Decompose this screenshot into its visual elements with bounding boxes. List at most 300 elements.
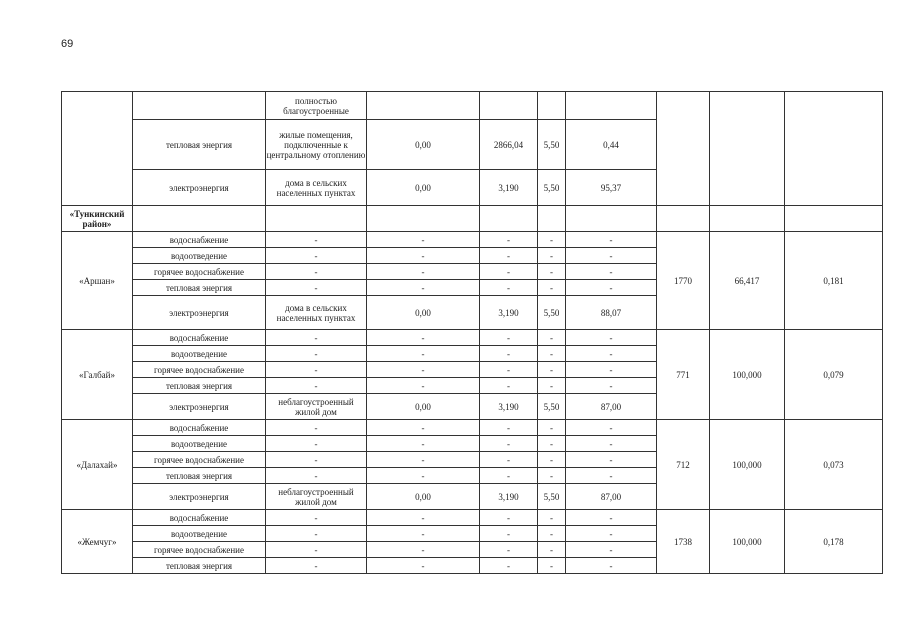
value4-cell-text: 87,00 (600, 491, 622, 502)
service-cell (133, 248, 266, 264)
value3-cell-text: - (550, 348, 553, 359)
value4-cell (566, 484, 657, 510)
value3-cell (538, 394, 566, 420)
empty-cell (266, 206, 367, 232)
table-body (62, 92, 883, 574)
settlement-name-cell-text: «Жемчуг» (77, 536, 117, 547)
value2-cell (480, 526, 538, 542)
population-cell (657, 92, 710, 206)
category-cell-text: - (314, 422, 318, 433)
value4-cell (566, 264, 657, 280)
value1-cell (367, 346, 480, 362)
value3-cell-text: - (550, 250, 553, 261)
service-cell (133, 362, 266, 378)
value2-cell-text: - (507, 380, 510, 391)
value4-cell-text: - (609, 266, 613, 277)
share-cell (785, 92, 883, 206)
category-cell (266, 362, 367, 378)
value2-cell (480, 280, 538, 296)
value3-cell (538, 484, 566, 510)
value3-cell-text: 5,50 (543, 139, 560, 150)
service-cell-text: тепловая энергия (165, 560, 233, 571)
value2-cell-text: - (507, 266, 510, 277)
service-cell (133, 170, 266, 206)
value4-cell (566, 378, 657, 394)
category-cell-text: - (314, 470, 318, 481)
settlement-name-cell-text: «Галбай» (79, 369, 115, 380)
service-cell (133, 296, 266, 330)
tariff-table (61, 91, 883, 574)
category-cell (266, 280, 367, 296)
value2-cell-text: - (507, 512, 510, 523)
value1-cell (367, 542, 480, 558)
value3-cell (538, 436, 566, 452)
value2-cell-text: - (507, 528, 510, 539)
value2-cell (480, 510, 538, 526)
category-cell (266, 378, 367, 394)
empty-cell (566, 206, 657, 232)
service-cell-text: тепловая энергия (165, 380, 233, 391)
value3-cell-text: - (550, 234, 553, 245)
value3-cell (538, 452, 566, 468)
value1-cell (367, 92, 480, 120)
service-cell (133, 232, 266, 248)
page-number: 69 (61, 38, 74, 50)
service-cell (133, 468, 266, 484)
value2-cell-text: - (507, 454, 510, 465)
value3-cell (538, 362, 566, 378)
service-cell (133, 526, 266, 542)
settlement-name-cell (62, 92, 133, 206)
value4-cell-text: 95,37 (600, 182, 622, 193)
coefficient-cell (710, 92, 785, 206)
category-cell-text: - (314, 348, 318, 359)
value2-cell-text: - (507, 234, 510, 245)
value3-cell-text: 5,50 (543, 307, 560, 318)
value3-cell (538, 346, 566, 362)
service-cell-text: электроэнергия (169, 491, 229, 502)
value1-cell (367, 248, 480, 264)
value2-cell (480, 452, 538, 468)
coefficient-cell-text: 100,000 (732, 459, 762, 470)
value1-cell (367, 280, 480, 296)
empty-cell (133, 206, 266, 232)
value3-cell (538, 468, 566, 484)
value4-cell (566, 526, 657, 542)
population-cell (657, 330, 710, 420)
value1-cell (367, 436, 480, 452)
value1-cell-text: - (421, 422, 425, 433)
share-cell-text: 0,073 (823, 459, 844, 470)
value3-cell (538, 264, 566, 280)
value4-cell-text: - (609, 348, 613, 359)
value2-cell (480, 436, 538, 452)
service-cell (133, 264, 266, 280)
category-cell (266, 346, 367, 362)
category-cell-text: - (314, 560, 318, 571)
empty-cell (367, 206, 480, 232)
value4-cell-text: - (609, 250, 613, 261)
value1-cell (367, 232, 480, 248)
value4-cell-text: - (609, 528, 613, 539)
category-cell (266, 484, 367, 510)
category-cell (266, 92, 367, 120)
category-cell-text: - (314, 380, 318, 391)
value4-cell-text: - (609, 560, 613, 571)
value4-cell-text: - (609, 380, 613, 391)
category-cell (266, 510, 367, 526)
empty-cell (785, 206, 883, 232)
value2-cell (480, 120, 538, 170)
district-name-cell (62, 206, 133, 232)
service-cell-text: водоснабжение (169, 234, 229, 245)
service-cell (133, 510, 266, 526)
value1-cell-text: - (421, 380, 425, 391)
coefficient-cell-text: 100,000 (732, 536, 762, 547)
value1-cell (367, 558, 480, 574)
value1-cell-text: - (421, 438, 425, 449)
service-cell-text: водоснабжение (169, 512, 229, 523)
service-cell (133, 280, 266, 296)
category-cell-text: неблагоустроенный жилой дом (278, 396, 354, 417)
settlement-name-cell (62, 510, 133, 574)
value2-cell-text: - (507, 422, 510, 433)
share-cell (785, 232, 883, 330)
value1-cell (367, 510, 480, 526)
category-cell-text: - (314, 438, 318, 449)
category-cell-text: - (314, 528, 318, 539)
service-cell (133, 542, 266, 558)
service-cell-text: горячее водоснабжение (154, 544, 244, 555)
value1-cell-text: - (421, 364, 425, 375)
value4-cell-text: - (609, 234, 613, 245)
share-cell-text: 0,178 (823, 536, 844, 547)
value3-cell-text: - (550, 364, 553, 375)
value3-cell-text: - (550, 528, 553, 539)
value3-cell-text: - (550, 422, 553, 433)
category-cell (266, 526, 367, 542)
value1-cell (367, 526, 480, 542)
service-cell (133, 436, 266, 452)
service-cell (133, 346, 266, 362)
coefficient-cell (710, 510, 785, 574)
value4-cell (566, 468, 657, 484)
value4-cell (566, 436, 657, 452)
value2-cell (480, 362, 538, 378)
service-cell-text: горячее водоснабжение (154, 454, 244, 465)
category-cell-text: жилые помещения, подключенные к центральному отоплению (266, 129, 366, 160)
value2-cell (480, 468, 538, 484)
service-cell (133, 452, 266, 468)
value1-cell-text: - (421, 348, 425, 359)
value1-cell-text: - (421, 250, 425, 261)
service-cell (133, 120, 266, 170)
value4-cell-text: 87,00 (600, 401, 622, 412)
value2-cell-text: - (507, 364, 510, 375)
value2-cell (480, 264, 538, 280)
value2-cell-text: - (507, 282, 510, 293)
service-cell-text: электроэнергия (169, 182, 229, 193)
category-cell (266, 394, 367, 420)
value1-cell (367, 468, 480, 484)
value1-cell (367, 484, 480, 510)
value3-cell-text: - (550, 380, 553, 391)
category-cell (266, 120, 367, 170)
settlement-name-cell (62, 232, 133, 330)
service-cell (133, 420, 266, 436)
share-cell (785, 510, 883, 574)
value4-cell (566, 394, 657, 420)
value3-cell-text: - (550, 282, 553, 293)
value3-cell (538, 296, 566, 330)
value2-cell-text: - (507, 544, 510, 555)
value4-cell (566, 558, 657, 574)
service-cell-text: водоснабжение (169, 422, 229, 433)
value4-cell-text: 0,44 (603, 139, 619, 150)
category-cell (266, 170, 367, 206)
value2-cell (480, 346, 538, 362)
value2-cell-text: - (507, 332, 510, 343)
coefficient-cell (710, 232, 785, 330)
value2-cell (480, 330, 538, 346)
value1-cell (367, 362, 480, 378)
value2-cell (480, 542, 538, 558)
value1-cell-text: 0,00 (415, 139, 431, 150)
value2-cell-text: 3,190 (498, 182, 519, 193)
value3-cell (538, 232, 566, 248)
value4-cell (566, 248, 657, 264)
district-name-cell-text: «Тункинский район» (69, 208, 125, 229)
category-cell (266, 436, 367, 452)
value4-cell-text: - (609, 544, 613, 555)
value1-cell (367, 330, 480, 346)
value1-cell-text: - (421, 470, 425, 481)
value3-cell (538, 378, 566, 394)
table-row (62, 92, 883, 120)
population-cell (657, 420, 710, 510)
table-row (62, 206, 883, 232)
value4-cell (566, 420, 657, 436)
empty-cell (538, 206, 566, 232)
value3-cell-text: - (550, 454, 553, 465)
category-cell-text: - (314, 332, 318, 343)
value1-cell-text: - (421, 266, 425, 277)
value2-cell (480, 420, 538, 436)
value4-cell-text: - (609, 282, 613, 293)
value4-cell-text: - (609, 470, 613, 481)
value2-cell (480, 558, 538, 574)
value3-cell (538, 420, 566, 436)
value4-cell (566, 330, 657, 346)
table-row (62, 232, 883, 248)
value3-cell-text: - (550, 438, 553, 449)
value3-cell-text: 5,50 (543, 401, 560, 412)
value4-cell (566, 92, 657, 120)
category-cell-text: - (314, 512, 318, 523)
value2-cell (480, 394, 538, 420)
category-cell-text: - (314, 544, 318, 555)
population-cell-text: 712 (676, 459, 690, 470)
service-cell-text: тепловая энергия (165, 139, 233, 150)
value1-cell-text: - (421, 528, 425, 539)
settlement-name-cell-text: «Далахай» (76, 459, 118, 470)
share-cell (785, 420, 883, 510)
value4-cell (566, 362, 657, 378)
share-cell-text: 0,181 (823, 275, 844, 286)
value1-cell-text: - (421, 560, 425, 571)
service-cell-text: тепловая энергия (165, 470, 233, 481)
category-cell (266, 558, 367, 574)
value2-cell (480, 248, 538, 264)
value1-cell (367, 296, 480, 330)
value2-cell (480, 484, 538, 510)
coefficient-cell (710, 420, 785, 510)
value3-cell-text: 5,50 (543, 182, 560, 193)
value1-cell (367, 452, 480, 468)
value1-cell-text: - (421, 332, 425, 343)
value1-cell (367, 264, 480, 280)
value2-cell (480, 378, 538, 394)
value4-cell-text: - (609, 454, 613, 465)
value3-cell (538, 170, 566, 206)
service-cell (133, 378, 266, 394)
value3-cell (538, 510, 566, 526)
share-cell-text: 0,079 (823, 369, 844, 380)
service-cell (133, 558, 266, 574)
service-cell (133, 330, 266, 346)
service-cell-text: горячее водоснабжение (154, 364, 244, 375)
value1-cell-text: 0,00 (415, 182, 431, 193)
value4-cell (566, 346, 657, 362)
value3-cell (538, 120, 566, 170)
value1-cell (367, 120, 480, 170)
value3-cell (538, 248, 566, 264)
value4-cell (566, 452, 657, 468)
empty-cell (710, 206, 785, 232)
service-cell-text: водоотведение (170, 528, 228, 539)
table-row (62, 330, 883, 346)
population-cell-text: 771 (676, 369, 690, 380)
category-cell (266, 248, 367, 264)
empty-cell (657, 206, 710, 232)
category-cell (266, 468, 367, 484)
value1-cell (367, 170, 480, 206)
value1-cell-text: - (421, 454, 425, 465)
population-cell (657, 510, 710, 574)
category-cell (266, 542, 367, 558)
settlement-name-cell (62, 330, 133, 420)
value2-cell-text: 3,190 (498, 491, 519, 502)
service-cell-text: водоотведение (170, 348, 228, 359)
service-cell-text: электроэнергия (169, 307, 229, 318)
value4-cell (566, 170, 657, 206)
population-cell-text: 1738 (674, 536, 692, 547)
category-cell-text: дома в сельских населенных пунктах (276, 177, 356, 198)
value4-cell-text: - (609, 512, 613, 523)
value2-cell-text: - (507, 250, 510, 261)
category-cell (266, 296, 367, 330)
value2-cell-text: 3,190 (498, 401, 519, 412)
value1-cell-text: 0,00 (415, 491, 431, 502)
value4-cell-text: - (609, 364, 613, 375)
value3-cell (538, 526, 566, 542)
value2-cell-text: - (507, 470, 510, 481)
category-cell-text: - (314, 282, 318, 293)
service-cell-text: водоснабжение (169, 332, 229, 343)
value3-cell-text: - (550, 332, 553, 343)
value1-cell (367, 378, 480, 394)
value3-cell-text: - (550, 512, 553, 523)
value4-cell (566, 232, 657, 248)
category-cell (266, 330, 367, 346)
value4-cell-text: - (609, 422, 613, 433)
service-cell-text: тепловая энергия (165, 282, 233, 293)
value3-cell (538, 92, 566, 120)
category-cell-text: полностью благоустроенные (283, 95, 349, 116)
value2-cell-text: 3,190 (498, 307, 519, 318)
service-cell (133, 92, 266, 120)
share-cell (785, 330, 883, 420)
value3-cell (538, 330, 566, 346)
category-cell-text: неблагоустроенный жилой дом (278, 486, 354, 507)
value4-cell-text: - (609, 332, 613, 343)
category-cell-text: дома в сельских населенных пунктах (276, 302, 356, 323)
category-cell (266, 420, 367, 436)
service-cell-text: водоотведение (170, 250, 228, 261)
coefficient-cell-text: 66,417 (734, 275, 760, 286)
value4-cell (566, 510, 657, 526)
table-row (62, 420, 883, 436)
settlement-name-cell (62, 420, 133, 510)
value4-cell-text: 88,07 (600, 307, 622, 318)
value3-cell-text: - (550, 544, 553, 555)
value2-cell-text: - (507, 348, 510, 359)
value1-cell-text: - (421, 512, 425, 523)
empty-cell (480, 206, 538, 232)
value3-cell-text: - (550, 560, 553, 571)
service-cell (133, 394, 266, 420)
value4-cell (566, 542, 657, 558)
value1-cell-text: 0,00 (415, 401, 431, 412)
settlement-name-cell-text: «Аршан» (79, 275, 115, 286)
value2-cell (480, 92, 538, 120)
value1-cell-text: - (421, 544, 425, 555)
category-cell-text: - (314, 250, 318, 261)
value1-cell (367, 394, 480, 420)
population-cell (657, 232, 710, 330)
category-cell (266, 452, 367, 468)
value3-cell-text: - (550, 470, 553, 481)
value1-cell-text: - (421, 282, 425, 293)
service-cell (133, 484, 266, 510)
category-cell-text: - (314, 266, 318, 277)
population-cell-text: 1770 (674, 275, 692, 286)
value3-cell (538, 280, 566, 296)
coefficient-cell (710, 330, 785, 420)
service-cell-text: водоотведение (170, 438, 228, 449)
value2-cell-text: 2866,04 (493, 139, 524, 150)
service-cell-text: электроэнергия (169, 401, 229, 412)
service-cell-text: горячее водоснабжение (154, 266, 244, 277)
category-cell-text: - (314, 364, 318, 375)
value3-cell (538, 542, 566, 558)
value4-cell (566, 280, 657, 296)
value1-cell (367, 420, 480, 436)
value2-cell-text: - (507, 560, 510, 571)
coefficient-cell-text: 100,000 (732, 369, 762, 380)
category-cell-text: - (314, 454, 318, 465)
value2-cell (480, 296, 538, 330)
